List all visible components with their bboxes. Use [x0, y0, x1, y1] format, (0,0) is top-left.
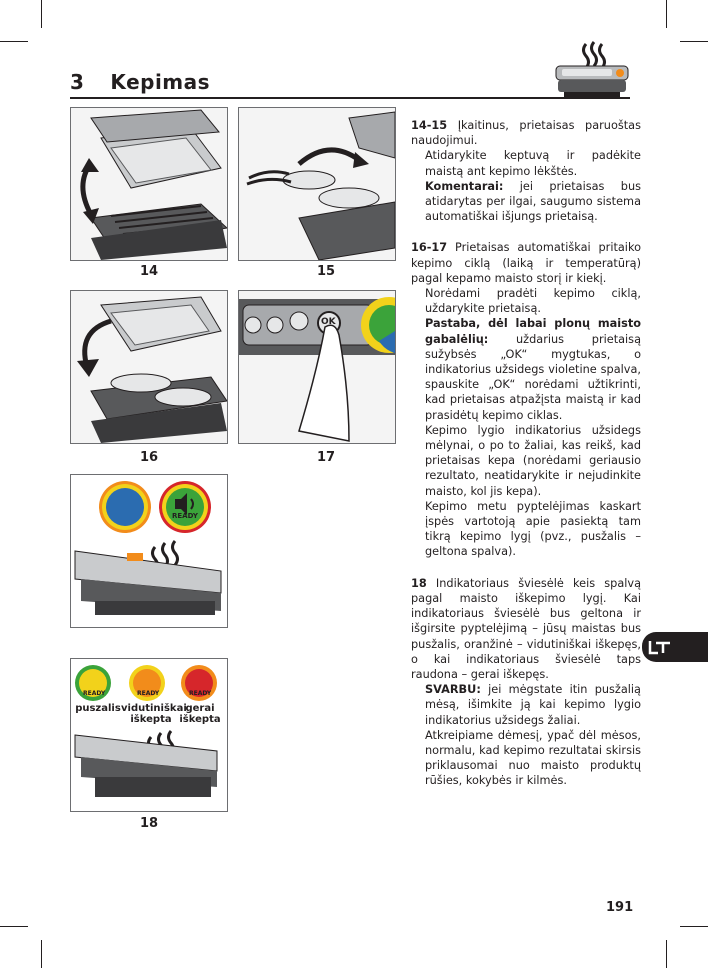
header-rule: [70, 97, 630, 99]
para-14-15: [411, 118, 641, 148]
language-lt-icon: [648, 639, 672, 655]
step-18-text3: Atkreipiame dėmesį, ypač dėl mėsos, normalu, kad kepimo rezultatai skirsis priklausomai nuo maisto produktų rūšies, kokybės ir kilmės.: [425, 728, 641, 788]
figure-18-doneness-levels: [70, 658, 228, 812]
step-16-17-text1: Prietaisas automatiškai pritaiko kepimo ciklą (laiką ir temperatūrą) pagal kepamo maisto storį ir kiekį.: [411, 241, 641, 285]
comment-text: jei prietaisas bus atidarytas per ilgai, saugumo sistema automatiškai išjungs prietaisą.: [425, 179, 641, 224]
step-18-important: [411, 682, 641, 728]
para-18: [411, 576, 641, 682]
para-16-17: [411, 240, 641, 286]
crop-mark: [0, 41, 28, 42]
step-18-text1: Indikatoriaus šviesėlė keis spalvą pagal maisto iškepimo lygį. Kai indikatoriaus šviesėlė bus geltona ir išgirsite pyptelėjimą – jūsų maistas bus pusžalis, oranžinė – vidutiniškai iškepęs, o kai indikatoriaus šviesėlė taps raudona – gerai iškepęs.: [411, 576, 641, 681]
figure-indicator-ready: [70, 474, 228, 628]
figure-label-16: 16: [139, 450, 159, 465]
note-text: uždarius prietaisą sužybsės „OK“ mygtukas, o indikatorius užsidegs violetine spalva, spauskite „OK“ norėdami užtikrinti, kad prietaisas atpažįsta maistą ir kad prasidėtų kepimo ciklas.: [425, 332, 641, 422]
figure-label-17: 17: [316, 450, 336, 465]
figure-16-close-grill: [70, 290, 228, 444]
note-label: Pastaba, dėl labai plonų maisto gabalėlių:: [425, 317, 641, 346]
figure-label-14: 14: [139, 264, 159, 279]
figure-17-press-ok: [238, 290, 396, 444]
label-medium-line1: vidutiniškai: [121, 703, 187, 714]
ready-label-well: READY: [189, 690, 212, 697]
ok-button-label: OK: [321, 317, 336, 327]
comment-label: Komentarai:: [425, 179, 504, 193]
label-medium: [121, 703, 187, 725]
step-14-15-comment: [411, 179, 641, 225]
figure-15-place-food: [238, 107, 396, 261]
step-18-lead: 18: [411, 576, 427, 590]
crop-mark: [41, 940, 42, 968]
page-number: 191: [606, 900, 634, 915]
step-16-17-text5: Kepimo metu pyptelėjimas kaskart įspės vartotoją apie pasiektą tam tikrą kepimo lygį (pvz., pusžalis – geltona spalva).: [425, 499, 641, 559]
section-title: Kepimas: [110, 70, 211, 94]
step-16-17-lead: 16-17: [411, 241, 448, 255]
crop-mark: [0, 926, 28, 927]
crop-mark: [680, 926, 708, 927]
crop-mark: [666, 0, 667, 28]
instructions-column: [411, 118, 641, 789]
step-16-17-text2: Norėdami pradėti kepimo ciklą, uždarykite prietaisą.: [425, 287, 641, 316]
step-14-15-text2: Atidarykite keptuvą ir padėkite maistą ant kepimo lėkštės.: [425, 149, 641, 178]
ready-label-rare: READY: [83, 690, 106, 697]
figure-label-15: 15: [316, 264, 336, 279]
label-well: [175, 703, 225, 725]
step-14-15-text1: Įkaitinus, prietaisas paruoštas naudojimui.: [411, 119, 641, 148]
important-label: SVARBU:: [425, 683, 481, 697]
step-16-17-text4: Kepimo lygio indikatorius užsidegs mėlynai, o po to žaliai, kas reikš, kad prietaisas kepa (norėdami geriausio rezultato, neatidarykite ir nejudinkite maisto, kol jis kepa).: [425, 423, 641, 498]
step-14-15-lead: 14-15: [411, 119, 448, 132]
crop-mark: [41, 0, 42, 28]
step-16-17-note: [411, 316, 641, 422]
page-title: [70, 70, 210, 94]
crop-mark: [680, 41, 708, 42]
section-number: 3: [70, 70, 85, 94]
label-rare: puszalis: [75, 703, 121, 714]
ready-label-medium: READY: [137, 690, 160, 697]
ready-label: READY: [172, 512, 198, 520]
figure-14-open-grill: [70, 107, 228, 261]
label-medium-line2: iškepta: [130, 714, 172, 725]
crop-mark: [666, 940, 667, 968]
grill-cooking-icon: [552, 40, 632, 98]
important-text: jei mėgstate itin pusžalią mėsą, išimkite ją kai kepimo lygio indikatorius užsidegs žaliai.: [425, 683, 641, 727]
figure-label-18: 18: [139, 816, 159, 831]
label-well-line2: iškepta: [179, 714, 221, 725]
label-well-line1: gerai: [185, 703, 215, 714]
